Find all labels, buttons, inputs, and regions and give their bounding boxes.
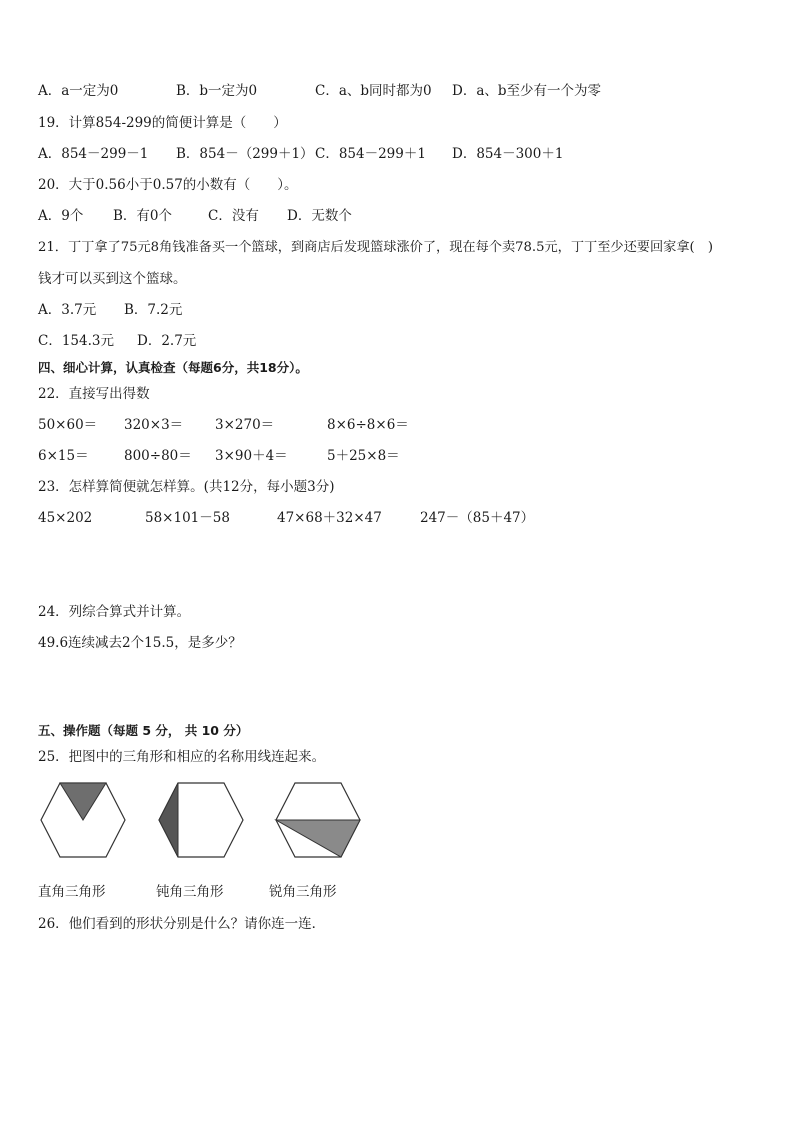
q23-item-1: 45×202 bbox=[38, 510, 93, 526]
label-acute-triangle: 锐角三角形 bbox=[269, 884, 337, 900]
q23-item-4: 247－（85＋47） bbox=[420, 510, 535, 526]
hexagon-acute-triangle-figure bbox=[273, 780, 363, 860]
q18-option-c: C．a、b同时都为0 bbox=[315, 83, 432, 99]
q18-option-b: B．b一定为0 bbox=[176, 83, 258, 99]
label-obtuse-triangle: 钝角三角形 bbox=[156, 884, 224, 900]
q22-r2-c1: 6×15＝ bbox=[38, 448, 89, 464]
q22-r1-c4: 8×6÷8×6＝ bbox=[327, 417, 409, 433]
q23-item-3: 47×68＋32×47 bbox=[277, 510, 382, 526]
q19-option-b: B．854－（299＋1） bbox=[176, 146, 314, 162]
q19-option-d: D．854－300＋1 bbox=[452, 146, 564, 162]
q21-option-c: C．154.3元 bbox=[38, 333, 114, 349]
q26-stem: 26．他们看到的形状分别是什么？请你连一连． bbox=[38, 916, 326, 932]
q24-text: 49.6连续减去2个15.5，是多少？ bbox=[38, 635, 242, 651]
q25-stem: 25．把图中的三角形和相应的名称用线连起来。 bbox=[38, 749, 326, 765]
q18-option-a: A．a一定为0 bbox=[38, 83, 119, 99]
q22-r1-c3: 3×270＝ bbox=[215, 417, 275, 433]
q21-option-d: D．2.7元 bbox=[137, 333, 197, 349]
q20-option-d: D．无数个 bbox=[287, 208, 352, 224]
q18-option-d: D．a、b至少有一个为零 bbox=[452, 83, 602, 99]
q22-r1-c1: 50×60＝ bbox=[38, 417, 98, 433]
hexagon-right-triangle-figure bbox=[38, 780, 128, 860]
section4-heading: 四、细心计算，认真检查（每题6分，共18分）。 bbox=[38, 360, 308, 375]
q20-option-b: B．有0个 bbox=[113, 208, 173, 224]
q19-option-a: A．854－299－1 bbox=[38, 146, 149, 162]
q19-stem: 19．计算854-299的简便计算是（ ） bbox=[38, 115, 287, 131]
label-right-triangle: 直角三角形 bbox=[38, 884, 106, 900]
q19-option-c: C．854－299＋1 bbox=[315, 146, 426, 162]
q22-r2-c3: 3×90＋4＝ bbox=[215, 448, 288, 464]
q21-option-a: A．3.7元 bbox=[38, 302, 97, 318]
q23-item-2: 58×101－58 bbox=[145, 510, 230, 526]
q22-r1-c2: 320×3＝ bbox=[124, 417, 184, 433]
q22-stem: 22．直接写出得数 bbox=[38, 386, 150, 402]
q21-stem-line1: 21．丁丁拿了75元8角钱准备买一个篮球，到商店后发现篮球涨价了，现在每个卖78.5元，丁丁至少还要回家拿( ) bbox=[38, 240, 714, 255]
hexagon-obtuse-triangle-figure bbox=[156, 780, 246, 860]
q21-stem-line2: 钱才可以买到这个篮球。 bbox=[38, 271, 187, 287]
q24-stem: 24．列综合算式并计算。 bbox=[38, 604, 191, 620]
q22-r2-c2: 800÷80＝ bbox=[124, 448, 192, 464]
q20-option-c: C．没有 bbox=[208, 208, 259, 224]
q21-option-b: B．7.2元 bbox=[124, 302, 183, 318]
section5-heading: 五、操作题（每题 5 分， 共 10 分） bbox=[38, 723, 249, 738]
q20-option-a: A．9个 bbox=[38, 208, 84, 224]
q23-stem: 23．怎样算简便就怎样算。(共12分，每小题3分) bbox=[38, 479, 335, 495]
q20-stem: 20．大于0.56小于0.57的小数有（ ）。 bbox=[38, 177, 298, 193]
q22-r2-c4: 5＋25×8＝ bbox=[327, 448, 400, 464]
